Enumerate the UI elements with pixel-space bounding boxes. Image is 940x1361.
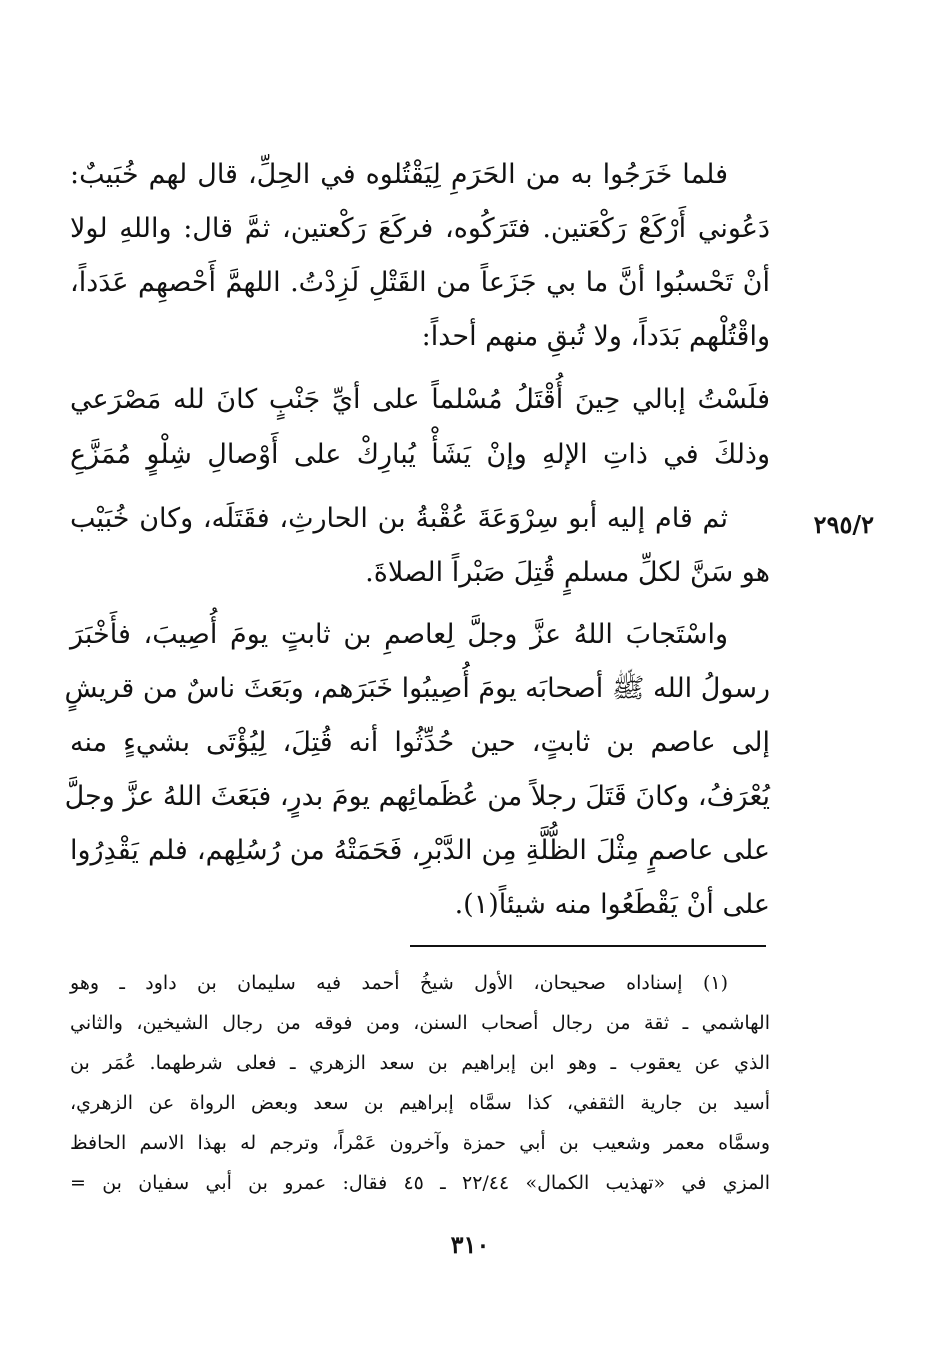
page-number: ٣١٠ <box>450 1230 490 1259</box>
footnote-line: (١) إسناداه صحيحان، الأول شيخُ أحمد فيه سليمان بن داود ـ وهو <box>70 972 728 994</box>
margin-reference: ٢٩٥/٢ <box>813 510 874 539</box>
text-line: على أنْ يَقْطَعُوا منه شيئاً(١). <box>454 889 770 920</box>
footnote-line: أسيد بن جارية الثقفي، كذا سمَّاه إبراهيم بن سعد وبعض الرواة عن الزهري، <box>70 1092 770 1114</box>
footnote-divider <box>410 945 766 947</box>
text-line: واسْتَجابَ اللهُ عزَّ وجلَّ لِعاصمِ بن ثابتٍ يومَ أُصِيبَ، فأَخْبَرَ <box>70 619 728 650</box>
text-line: رسولُ الله ﷺ أصحابَه يومَ أُصِيبُوا خَبَرَهم، وبَعَثَ ناسٌ من قريشٍ <box>64 673 770 704</box>
poem-verse: وذلكَ في ذاتِ الإلهِ وإنْ يَشَأْ يُبارِكْ على أَوْصالِ شِلْوٍ مُمَزَّعِ <box>70 439 770 470</box>
text-line: هو سَنَّ لكلِّ مسلمٍ قُتِلَ صَبْراً الصلاةَ. <box>365 557 770 588</box>
footnote-line: وسمَّاه معمر وشعيب بن أبي حمزة وآخرون عَمْراً، وترجم له بهذا الاسم الحافظ <box>70 1132 770 1154</box>
text-line: فلما خَرَجُوا به من الحَرَمِ لِيَقْتُلوه في الحِلِّ، قال لهم خُبَيبٌ: <box>70 159 728 190</box>
text-line: واقْتُلْهم بَدَداً، ولا تُبقِ منهم أحداً: <box>421 321 770 352</box>
poem-verse: فلَسْتُ إبالي حِينَ أُقْتَلُ مُسْلماً على أيِّ جَنْبٍ كانَ لله مَصْرَعي <box>70 384 770 415</box>
footnote-line: المزي في «تهذيب الكمال» ٢٢/٤٤ ـ ٤٥ فقال: عمرو بن أبي سفيان بن = <box>70 1172 770 1194</box>
footnote-line: الذي عن يعقوب ـ وهو ابن إبراهيم بن سعد الزهري ـ فعلى شرطهما. عُمَر بن <box>70 1052 770 1074</box>
footnote-line: الهاشمي ـ ثقة من رجال أصحاب السنن، ومن فوقه من رجال الشيخين، والثاني <box>70 1012 770 1034</box>
text-line: دَعُوني أَرْكَعْ رَكْعَتين. فتَرَكُوه، فركَعَ رَكْعتين، ثمَّ قال: واللهِ لولا <box>70 213 770 244</box>
text-line: إلى عاصم بن ثابتٍ، حين حُدِّثُوا أنه قُتِلَ، لِيُؤْتَى بشيءٍ منه <box>70 727 770 758</box>
text-line: يُعْرَفُ، وكانَ قَتَلَ رجلاً من عُظَمائِهم يومَ بدرٍ، فبَعَثَ اللهُ عزَّ وجلَّ <box>64 781 770 812</box>
text-line: ثم قام إليه أبو سِرْوَعَةَ عُقْبةُ بن الحارثِ، فقَتَلَه، وكان خُبَيْب <box>70 503 728 534</box>
text-line: أنْ تَحْسبُوا أنَّ ما بي جَزَعاً من القَتْلِ لَزِدْتُ. اللهمَّ أَحْصهِم عَدَداً، <box>70 267 770 298</box>
text-line: على عاصمٍ مِثْلَ الظُّلَّةِ مِن الدَّبْرِ، فَحَمَتْهُ من رُسُلِهم، فلم يَقْدِرُوا <box>70 835 770 866</box>
